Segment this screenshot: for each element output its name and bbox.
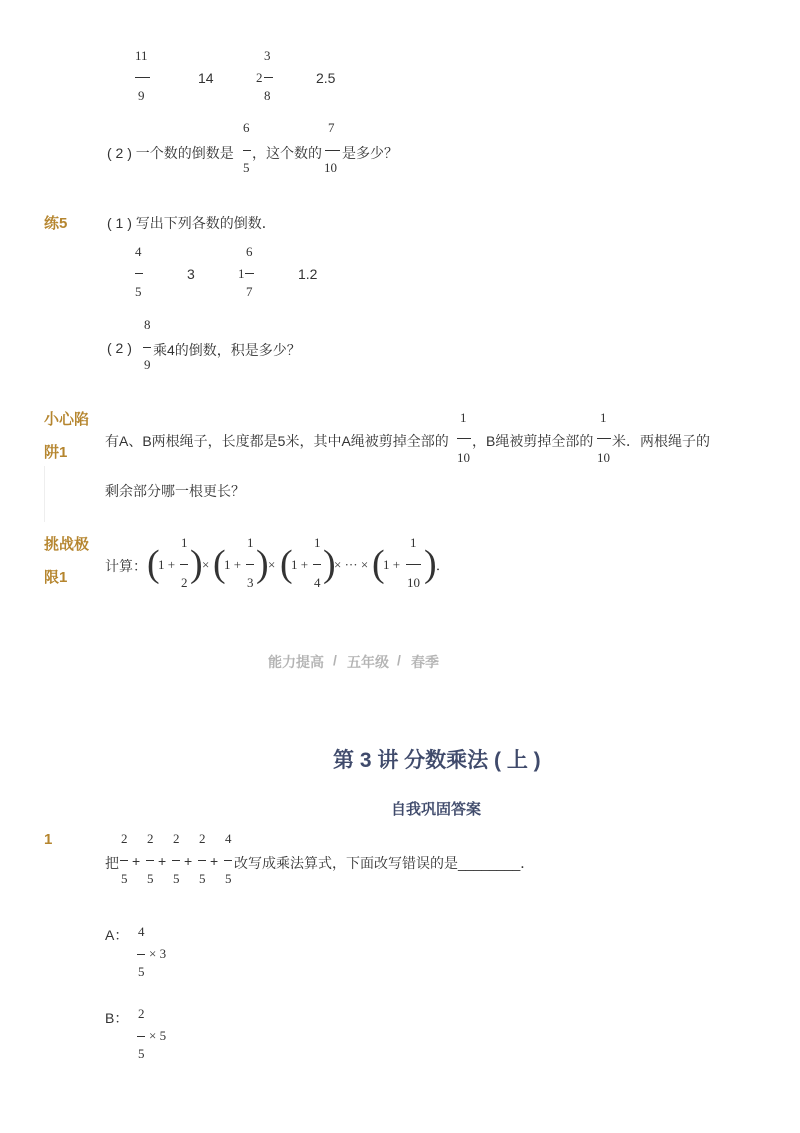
numerator: 8 [144,317,151,332]
denominator: 5 [147,871,154,886]
right-paren: ) [424,543,437,585]
one-plus: 1 + [158,557,176,572]
numerator: 1 [410,535,417,550]
fraction-bar [137,1036,145,1037]
one-plus: 1 + [291,557,309,572]
denominator: 5 [173,871,180,886]
numerator: 4 [138,924,145,939]
plus-sign: + [158,853,167,869]
trap-text-1: 有A、B两根绳子，长度都是5米，其中A绳被剪掉全部的 [105,433,449,449]
denominator: 5 [121,871,128,886]
numerator: 1 [247,535,254,550]
footer-season: 春季 [411,654,439,670]
denominator: 3 [247,575,254,590]
left-paren: ( [280,543,293,585]
exercise-label: 练5 [44,215,68,232]
divider [44,466,45,522]
fraction-bar [137,954,145,955]
fraction-bar [243,150,251,151]
numerator: 6 [243,120,250,135]
fraction-bar [172,860,180,861]
numerator: 4 [225,831,232,846]
numerator: 2 [199,831,206,846]
numerator: 2 [173,831,180,846]
option-operation: × 3 [149,946,167,961]
denominator: 10 [597,450,610,465]
numerator: 1 [460,410,467,425]
fraction-bar [245,273,254,274]
fraction-bar [457,438,471,439]
footer-separator: / [397,652,401,668]
question-prefix: 把 [105,855,119,871]
trap-text-4: 剩余部分哪一根更长？ [105,483,245,499]
numerator: 1 [314,535,321,550]
question-suffix: 改写成乘法算式，下面改写错误的是________． [234,855,535,871]
plus-sign: + [184,853,193,869]
denominator: 8 [264,88,271,103]
challenge-prefix: 计算： [105,558,147,574]
numerator: 7 [328,120,335,135]
fraction-bar [146,860,154,861]
fraction-bar [264,77,273,78]
denominator: 5 [199,871,206,886]
question-number: 1 [44,831,53,848]
ellipsis-times: × ··· × [334,557,369,572]
numerator: 1 [181,535,188,550]
fraction-bar [135,273,143,274]
fraction-bar [120,860,128,861]
fraction-bar [597,438,611,439]
fraction-bar [198,860,206,861]
option-key: A： [105,927,129,943]
times-sign: × [268,557,276,572]
number-value: 14 [198,70,214,86]
option-operation: × 5 [149,1028,167,1043]
numerator: 3 [264,48,271,63]
fraction-bar [406,564,421,565]
denominator: 5 [138,964,145,979]
footer-grade: 五年级 [347,654,389,670]
fraction-bar [135,77,150,78]
footer-separator: / [333,652,337,668]
denominator: 2 [181,575,188,590]
denominator: 10 [324,160,337,175]
numerator: 2 [147,831,154,846]
question-suffix: 乘4的倒数，积是多少？ [153,342,301,358]
fraction-bar [143,347,151,348]
trap-label-line2: 阱1 [44,444,68,461]
number-value: 1.2 [298,266,318,282]
fraction-bar [180,564,188,565]
numerator: 6 [246,244,253,259]
fraction-bar [246,564,254,565]
period: ． [436,558,450,573]
option-key: B： [105,1010,129,1026]
question-suffix: 是多少？ [342,145,398,161]
left-paren: ( [213,543,226,585]
whole-part: 2 [256,70,263,85]
plus-sign: + [132,853,141,869]
numerator: 2 [121,831,128,846]
right-paren: ) [256,543,269,585]
fraction-bar [325,150,340,151]
denominator: 10 [407,575,420,590]
trap-text-2: ，B绳被剪掉全部的 [472,433,594,449]
number-value: 3 [187,266,195,282]
plus-sign: + [210,853,219,869]
one-plus: 1 + [383,557,401,572]
question-prefix: ( 2 ) [107,340,132,356]
left-paren: ( [372,543,385,585]
numerator: 2 [138,1006,145,1021]
footer-course: 能力提高 [268,654,324,670]
numerator: 11 [135,48,148,63]
denominator: 5 [135,284,142,299]
denominator: 5 [138,1046,145,1061]
fraction-bar [224,860,232,861]
denominator: 4 [314,575,321,590]
question-prefix: ( 2 ) 一个数的倒数是 [107,145,234,161]
whole-part: 1 [238,266,245,281]
answers-subtitle: 自我巩固答案 [391,801,482,818]
one-plus: 1 + [224,557,242,572]
denominator: 5 [225,871,232,886]
question-mid: ，这个数的 [252,145,322,161]
challenge-label-line1: 挑战极 [44,536,90,553]
denominator: 7 [246,284,253,299]
denominator: 10 [457,450,470,465]
numerator: 4 [135,244,142,259]
trap-label-line1: 小心陷 [44,411,90,428]
challenge-label-line2: 限1 [44,569,68,586]
number-value: 2.5 [316,70,336,86]
left-paren: ( [147,543,160,585]
denominator: 9 [144,357,151,372]
exercise-question-1: ( 1 ) 写出下列各数的倒数． [107,215,276,231]
times-sign: × [202,557,210,572]
denominator: 9 [138,88,145,103]
right-paren: ) [190,543,203,585]
lecture-title: 第 3 讲 分数乘法 ( 上 ) [333,749,541,772]
fraction-bar [313,564,321,565]
right-paren: ) [323,543,336,585]
numerator: 1 [600,410,607,425]
trap-text-3: 米．两根绳子的 [612,433,710,449]
denominator: 5 [243,160,250,175]
